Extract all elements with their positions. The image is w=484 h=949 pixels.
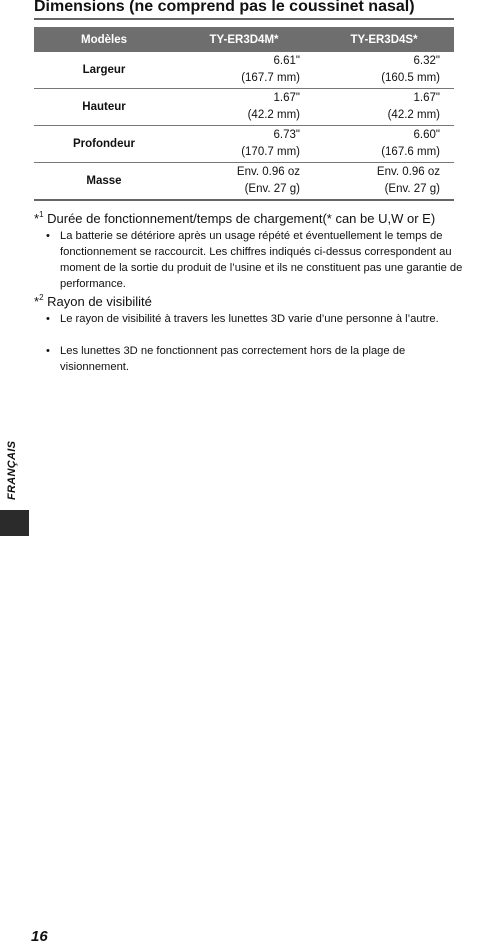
value-metric: (42.2 mm) — [247, 109, 300, 121]
page-number: 16 — [31, 928, 48, 945]
footnote-number: 1 — [39, 210, 44, 219]
table-row — [34, 52, 454, 89]
value-imperial: Env. 0.96 oz — [236, 166, 300, 178]
language-tab-label: FRANÇAIS — [6, 440, 18, 500]
footnote-title: Durée de fonctionnement/temps de chargement(* can be U,W or E) — [43, 211, 436, 226]
bullet-text: La batterie se détériore après un usage répété et éventuellement le temps de fonctionnement se raccourcit. Les chiffres indiqués ci-dessus correspondent au moment de la sortie du produit de l’usine et ils ne constituent pas une garantie de performance. — [60, 230, 463, 290]
value-imperial: 6.60" — [413, 129, 440, 141]
title-underline — [34, 18, 454, 20]
value-metric: (167.6 mm) — [381, 146, 440, 158]
depth-m — [174, 126, 314, 163]
bullet-text: Le rayon de visibilité à travers les lunettes 3D varie d’une personne à l’autre. — [60, 313, 439, 325]
bullet-text: Les lunettes 3D ne fonctionnent pas correctement hors de la plage de visionnement. — [60, 345, 406, 373]
table-row — [34, 163, 454, 201]
value-imperial: Env. 0.96 oz — [376, 166, 440, 178]
section-title: Dimensions (ne comprend pas le coussinet nasal) — [34, 0, 415, 15]
footnote-2-heading — [34, 293, 152, 309]
row-label-width: Largeur — [34, 52, 174, 89]
value-imperial: 6.61" — [273, 55, 300, 67]
footnote-1-heading — [34, 210, 435, 226]
value-imperial: 6.32" — [413, 55, 440, 67]
value-metric: (42.2 mm) — [387, 109, 440, 121]
header-model-m: TY-ER3D4M* — [174, 27, 314, 52]
depth-s — [314, 126, 454, 163]
width-m — [174, 52, 314, 89]
header-models: Modèles — [34, 27, 174, 52]
row-label-mass: Masse — [34, 163, 174, 201]
bullet-icon: • — [46, 345, 50, 357]
footnote-number: 2 — [39, 293, 44, 302]
value-imperial: 6.73" — [273, 129, 300, 141]
value-imperial: 1.67" — [273, 92, 300, 104]
row-label-height: Hauteur — [34, 89, 174, 126]
table-row — [34, 89, 454, 126]
footnote-marker: * — [34, 211, 40, 226]
value-metric: (170.7 mm) — [241, 146, 300, 158]
value-metric: (Env. 27 g) — [384, 183, 440, 195]
height-s — [314, 89, 454, 126]
height-m — [174, 89, 314, 126]
value-imperial: 1.67" — [413, 92, 440, 104]
table-row — [34, 126, 454, 163]
mass-s — [314, 163, 454, 201]
mass-m — [174, 163, 314, 201]
value-metric: (167.7 mm) — [241, 72, 300, 84]
row-label-depth: Profondeur — [34, 126, 174, 163]
header-model-s: TY-ER3D4S* — [314, 27, 454, 52]
value-metric: (Env. 27 g) — [244, 183, 300, 195]
bullet-icon: • — [46, 230, 50, 242]
bullet-icon: • — [46, 313, 50, 325]
value-metric: (160.5 mm) — [381, 72, 440, 84]
width-s — [314, 52, 454, 89]
language-tab-marker — [0, 510, 29, 536]
dimensions-table — [34, 27, 454, 201]
table-header-row — [34, 27, 454, 52]
footnote-title: Rayon de visibilité — [43, 294, 152, 309]
footnote-marker: * — [34, 294, 40, 309]
